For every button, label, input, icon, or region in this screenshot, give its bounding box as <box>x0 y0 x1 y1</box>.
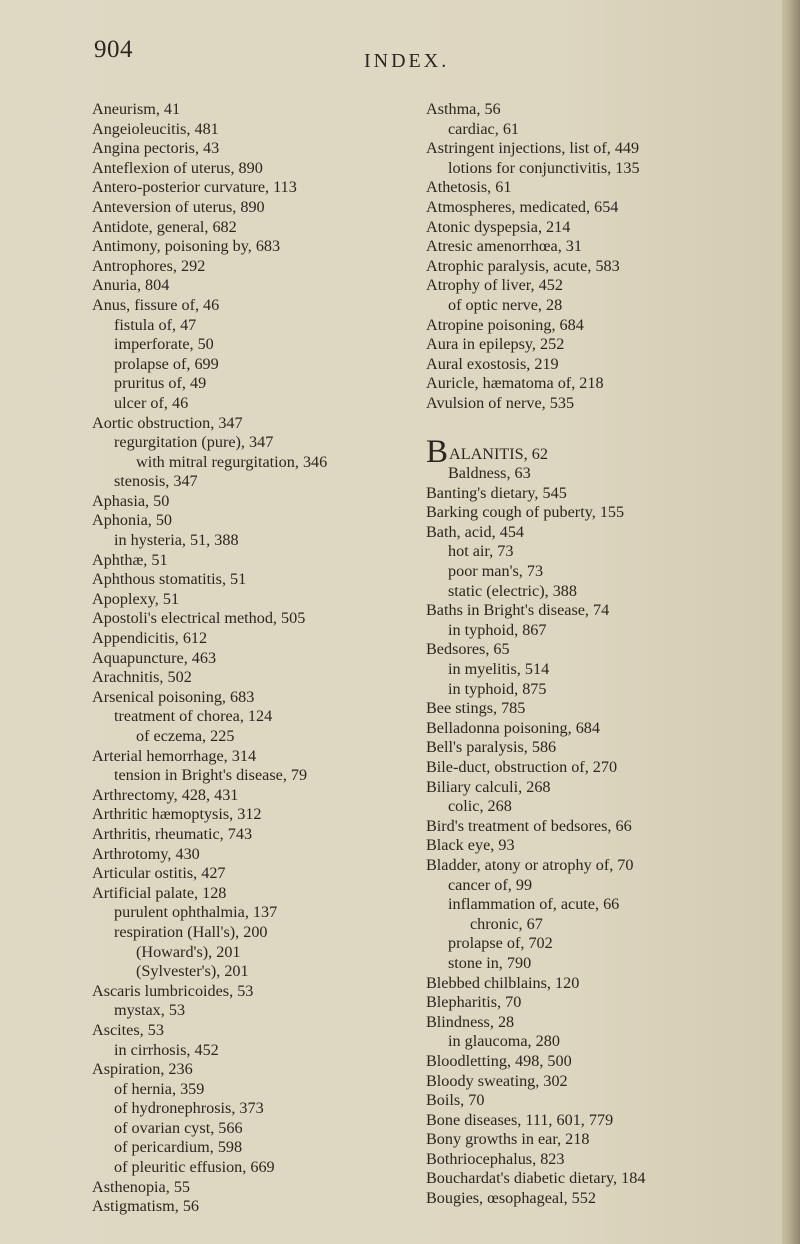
index-entry: Atropine poisoning, 684 <box>426 315 584 334</box>
index-entry: Artificial palate, 128 <box>92 883 227 902</box>
index-entry: prolapse of, 702 <box>448 934 553 953</box>
index-entry: Antrophores, 292 <box>92 256 206 275</box>
index-entry: pruritus of, 49 <box>114 374 207 393</box>
index-entry: tension in Bright's disease, 79 <box>114 766 308 785</box>
index-entry: Angina pectoris, 43 <box>92 139 220 158</box>
index-entry: Aural exostosis, 219 <box>426 354 559 373</box>
index-entry: Aphthæ, 51 <box>92 550 168 569</box>
index-entry: prolapse of, 699 <box>114 354 219 373</box>
index-entry: Antero-posterior curvature, 113 <box>92 178 297 197</box>
index-entry: Arthrectomy, 428, 431 <box>92 785 239 804</box>
index-entry: cancer of, 99 <box>448 875 533 894</box>
index-entry: Articular ostitis, 427 <box>92 864 226 883</box>
index-entry: Ascaris lumbricoides, 53 <box>92 981 254 1000</box>
index-column-left <box>92 100 412 1217</box>
section-b-first-entry <box>426 433 746 470</box>
index-entry: Bile-duct, obstruction of, 270 <box>426 758 618 776</box>
index-entry: Aneurism, 41 <box>92 100 181 118</box>
index-entry: cardiac, 61 <box>448 119 520 138</box>
index-entry: Auricle, hæmatoma of, 218 <box>426 374 604 393</box>
index-entry: lotions for conjunctivitis, 135 <box>448 158 640 177</box>
index-entry: (Howard's), 201 <box>136 942 241 961</box>
index-entry: Arterial hemorrhage, 314 <box>92 746 257 765</box>
index-entry: Aquapuncture, 463 <box>92 648 217 667</box>
index-entry: in typhoid, 875 <box>448 679 547 698</box>
index-entry: stenosis, 347 <box>114 472 198 491</box>
index-entry: Banting's dietary, 545 <box>426 483 567 502</box>
index-entry: purulent ophthalmia, 137 <box>114 903 278 922</box>
index-entry: Avulsion of nerve, 535 <box>426 393 575 412</box>
index-entry: Aphonia, 50 <box>92 511 173 530</box>
index-entry: (Sylvester's), 201 <box>136 962 249 981</box>
index-entry: Anus, fissure of, 46 <box>92 295 220 314</box>
index-entry: Bloodletting, 498, 500 <box>426 1051 572 1070</box>
index-entry: Aphthous stomatitis, 51 <box>92 570 247 589</box>
index-entry: Anuria, 804 <box>92 276 170 295</box>
index-entry: in myelitis, 514 <box>448 660 550 679</box>
index-entry: Arthrotomy, 430 <box>92 844 200 863</box>
index-entry: hot air, 73 <box>448 542 514 561</box>
index-entry: Bloody sweating, 302 <box>426 1071 568 1090</box>
index-entry: Blepharitis, 70 <box>426 993 522 1012</box>
index-entry: Atonic dyspepsia, 214 <box>426 217 571 236</box>
page-number: 904 <box>94 36 133 63</box>
index-entry: Atmospheres, medicated, 654 <box>426 197 619 216</box>
index-entry: Blebbed chilblains, 120 <box>426 973 580 992</box>
index-entry: in hysteria, 51, 388 <box>114 531 239 550</box>
index-entry: with mitral regurgitation, 346 <box>136 452 328 471</box>
index-entry: colic, 268 <box>448 797 512 816</box>
index-entry: in cirrhosis, 452 <box>114 1040 219 1059</box>
index-entry: Atresic amenorrhœa, 31 <box>426 237 582 256</box>
index-entry: Anteversion of uterus, 890 <box>92 197 265 216</box>
index-entry: Baths in Bright's disease, 74 <box>426 601 610 620</box>
index-entry: Aphasia, 50 <box>92 491 170 510</box>
index-entry: Athetosis, 61 <box>426 178 512 197</box>
index-entry: Aspiration, 236 <box>92 1060 193 1079</box>
index-section-b <box>426 464 746 1209</box>
index-entry: Aortic obstruction, 347 <box>92 413 243 432</box>
index-entry: Bony growths in ear, 218 <box>426 1130 590 1149</box>
index-entry: Bougies, œsophageal, 552 <box>426 1189 596 1208</box>
index-entry: of pleuritic effusion, 669 <box>114 1158 275 1177</box>
index-entry: Angeioleucitis, 481 <box>92 119 219 138</box>
index-entry: Bath, acid, 454 <box>426 522 525 541</box>
index-entry: in glaucoma, 280 <box>448 1032 560 1051</box>
index-entry: Bird's treatment of bedsores, 66 <box>426 816 632 835</box>
section-gap <box>426 414 746 442</box>
index-entry: Black eye, 93 <box>426 836 515 855</box>
index-entry: poor man's, 73 <box>448 562 544 581</box>
index-entry: imperforate, 50 <box>114 335 214 354</box>
index-entry: Baldness, 63 <box>448 464 531 483</box>
index-entry: Bladder, atony or atrophy of, 70 <box>426 855 634 874</box>
index-entry: Appendicitis, 612 <box>92 629 208 648</box>
index-entry: Arthritic hæmoptysis, 312 <box>92 805 262 824</box>
index-entry: Arachnitis, 502 <box>92 668 192 687</box>
index-entry: regurgitation (pure), 347 <box>114 433 274 452</box>
index-entry: Arthritis, rheumatic, 743 <box>92 824 253 843</box>
index-entry: stone in, 790 <box>448 953 532 972</box>
index-entry: of pericardium, 598 <box>114 1138 243 1157</box>
index-entry: Bothriocephalus, 823 <box>426 1149 565 1168</box>
index-entry: Asthenopia, 55 <box>92 1177 191 1196</box>
index-entry: Atrophy of liver, 452 <box>426 276 563 295</box>
index-entry: Aura in epilepsy, 252 <box>426 335 565 354</box>
index-entry: of optic nerve, 28 <box>448 295 563 314</box>
index-entry: static (electric), 388 <box>448 581 577 600</box>
index-column-right <box>426 100 746 1209</box>
index-entry: Astringent injections, list of, 449 <box>426 139 640 158</box>
index-entry: Astigmatism, 56 <box>92 1197 200 1216</box>
index-entry: Asthma, 56 <box>426 100 501 118</box>
index-entry: Bone diseases, 111, 601, 779 <box>426 1110 614 1129</box>
index-entry: in typhoid, 867 <box>448 620 547 639</box>
index-entry: Bedsores, 65 <box>426 640 510 659</box>
index-entry: Anteflexion of uterus, 890 <box>92 158 263 177</box>
index-entry: of ovarian cyst, 566 <box>114 1118 243 1137</box>
index-entry: Bouchardat's diabetic dietary, 184 <box>426 1169 646 1188</box>
page-edge <box>782 0 800 1244</box>
index-entry: Arsenical poisoning, 683 <box>92 687 255 706</box>
index-entry: Antidote, general, 682 <box>92 217 237 236</box>
index-entry: Bee stings, 785 <box>426 699 526 718</box>
index-entry: fistula of, 47 <box>114 315 197 334</box>
index-entry: Boils, 70 <box>426 1091 485 1110</box>
index-entry: Atrophic paralysis, acute, 583 <box>426 256 620 275</box>
index-section-a-continued <box>426 100 746 414</box>
index-entry: Belladonna poisoning, 684 <box>426 718 600 737</box>
index-entry: respiration (Hall's), 200 <box>114 922 268 941</box>
index-entry: of eczema, 225 <box>136 727 235 745</box>
index-entry: ulcer of, 46 <box>114 393 189 412</box>
section-b-first-entry-text: ALANITIS, 62 <box>449 444 548 463</box>
index-entry: Biliary calculi, 268 <box>426 777 551 796</box>
index-entry: Blindness, 28 <box>426 1012 515 1031</box>
index-entry: Antimony, poisoning by, 683 <box>92 237 281 256</box>
index-entry: mystax, 53 <box>114 1001 186 1020</box>
drop-cap-b: B <box>426 433 449 470</box>
index-entry: chronic, 67 <box>470 914 543 933</box>
index-entry: of hernia, 359 <box>114 1079 205 1098</box>
index-entry: inflammation of, acute, 66 <box>448 895 620 914</box>
index-entry: Apostoli's electrical method, 505 <box>92 609 306 628</box>
index-entry: of hydronephrosis, 373 <box>114 1099 264 1118</box>
index-entry: Ascites, 53 <box>92 1020 164 1039</box>
index-entry: treatment of chorea, 124 <box>114 707 273 726</box>
running-head: INDEX. <box>364 50 450 72</box>
index-entry: Bell's paralysis, 586 <box>426 738 557 757</box>
index-entry: Apoplexy, 51 <box>92 589 180 608</box>
index-entry: Barking cough of puberty, 155 <box>426 503 625 522</box>
